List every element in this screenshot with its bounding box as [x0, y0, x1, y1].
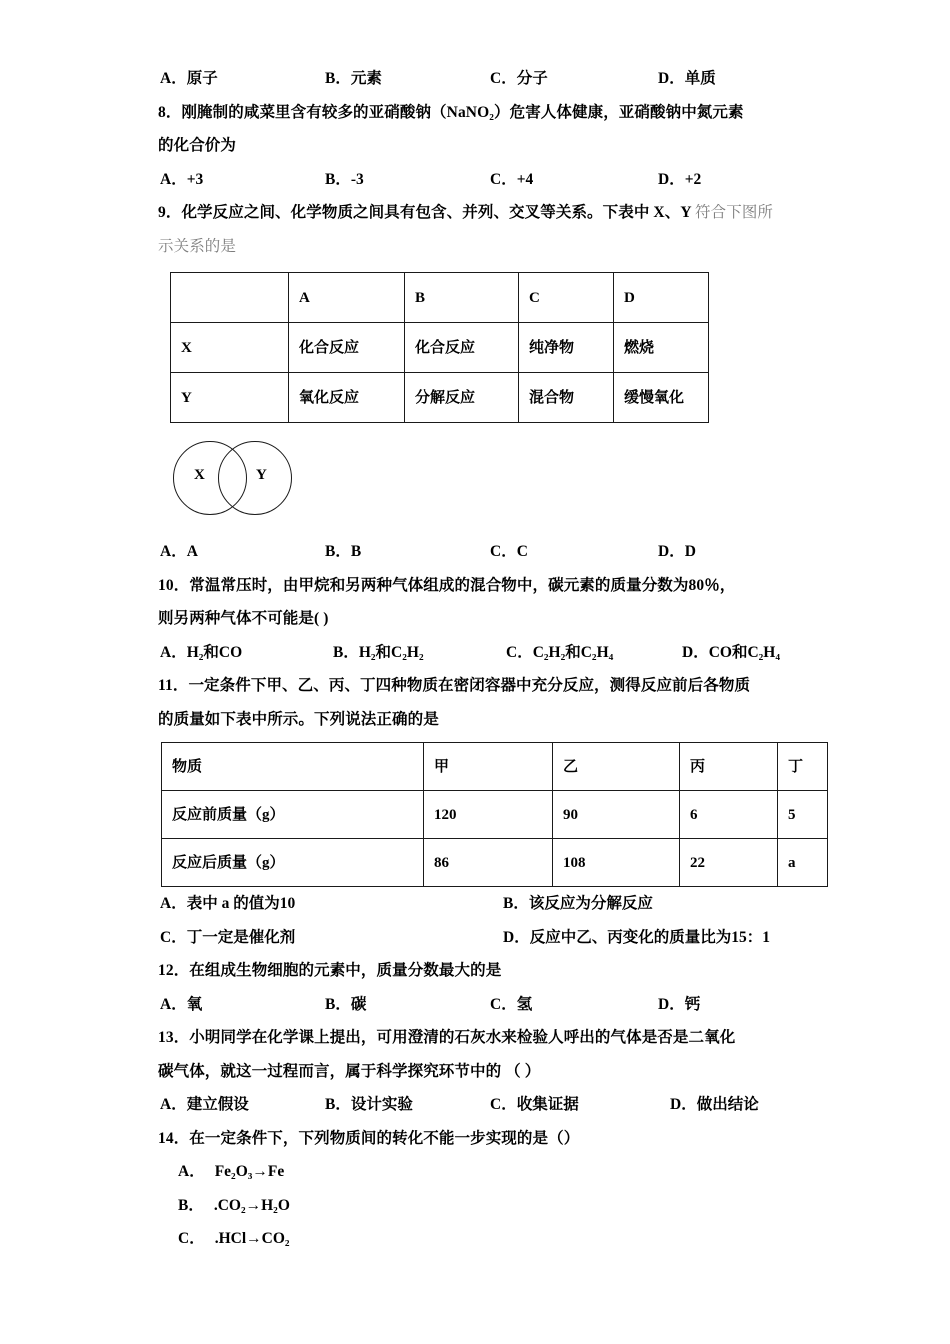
- q7-option-b[interactable]: B．元素: [325, 70, 382, 87]
- question-9-stem-line-2: 示关系的是: [158, 237, 237, 255]
- table-row: [171, 323, 709, 373]
- q8-option-b[interactable]: B．-3: [325, 170, 364, 188]
- q13-option-d[interactable]: D．做出结论: [670, 1096, 759, 1113]
- q11-header-jia: 甲: [424, 743, 553, 791]
- question-11-stem-line-2: 的质量如下表中所示。下列说法正确的是: [158, 710, 439, 728]
- q11-header-substance: 物质: [162, 743, 424, 791]
- q9-row-y-cell-d: 缓慢氧化: [614, 373, 709, 423]
- q9-header-b: B: [405, 273, 519, 323]
- q14-option-a-label: A．: [178, 1163, 205, 1180]
- table-row-header: [162, 743, 828, 791]
- q9-row-y-cell-b: 分解反应: [405, 373, 519, 423]
- q9-option-d[interactable]: D．D: [658, 543, 696, 560]
- q9-option-b[interactable]: B．B: [325, 543, 362, 560]
- q13-option-b[interactable]: B．设计实验: [325, 1096, 413, 1113]
- q11-row-after-bing: 22: [680, 839, 778, 887]
- exam-content: [158, 62, 818, 1256]
- q9-stem-soft: 符合下图所: [695, 204, 774, 221]
- q11-row-before-yi: 90: [553, 791, 680, 839]
- question-10-stem-line-1: 10．常温常压时，由甲烷和另两种气体组成的混合物中，碳元素的质量分数为80％，: [158, 576, 736, 594]
- q9-header-a: A: [289, 273, 405, 323]
- q11-row-before-ding: 5: [778, 791, 828, 839]
- q14-option-b-formula: .CO₂→H₂O: [213, 1196, 290, 1214]
- question-8-stem-line-1: 8．刚腌制的咸菜里含有较多的亚硝酸钠（NaNO₂）危害人体健康，亚硝酸钠中氮元素: [158, 103, 744, 121]
- q9-option-c[interactable]: C．C: [490, 543, 528, 560]
- question-14-option-b[interactable]: [158, 1189, 818, 1223]
- table-row: [171, 373, 709, 423]
- q9-option-a[interactable]: A．A: [160, 543, 198, 560]
- question-9-relation-table: [170, 272, 709, 423]
- venn-diagram: [170, 437, 310, 529]
- q13-option-a[interactable]: A．建立假设: [160, 1096, 249, 1113]
- q8-option-d[interactable]: D．+2: [658, 170, 702, 188]
- q9-row-y-cell-a: 氧化反应: [289, 373, 405, 423]
- q10-option-a[interactable]: A．H₂和CO: [160, 643, 243, 661]
- question-8-options: [158, 163, 818, 197]
- q14-option-c-formula: .HCl→CO₂: [214, 1230, 290, 1247]
- q9-row-y-label: Y: [171, 373, 289, 423]
- venn-circle-y-icon: [218, 441, 292, 515]
- q8-option-a[interactable]: A．+3: [160, 170, 204, 188]
- venn-label-x: X: [194, 467, 205, 483]
- question-11-options-row-2: [158, 921, 818, 955]
- q11-option-c[interactable]: C．丁一定是催化剂: [160, 928, 296, 946]
- q9-row-x-cell-b: 化合反应: [405, 323, 519, 373]
- q10-option-b[interactable]: B．H₂和C₂H₂: [333, 643, 424, 661]
- question-13-stem-line-2: 碳气体，就这一过程而言，属于科学探究环节中的 （ ）: [158, 1062, 541, 1080]
- q11-row-after-yi: 108: [553, 839, 680, 887]
- q9-header-blank: [171, 273, 289, 323]
- q7-option-d[interactable]: D．单质: [658, 70, 716, 87]
- venn-label-y: Y: [256, 467, 267, 483]
- q12-option-b[interactable]: B．碳: [325, 995, 367, 1013]
- q9-row-x-label: X: [171, 323, 289, 373]
- q11-row-before-bing: 6: [680, 791, 778, 839]
- question-14-option-c[interactable]: [158, 1222, 818, 1256]
- q9-row-x-cell-d: 燃烧: [614, 323, 709, 373]
- question-13-stem-line-1: 13．小明同学在化学课上提出，可用澄清的石灰水来检验人呼出的气体是否是二氧化: [158, 1029, 736, 1046]
- q10-option-d[interactable]: D．CO和C₂H₄: [682, 643, 780, 661]
- q11-header-yi: 乙: [553, 743, 680, 791]
- question-7-options: [158, 62, 818, 96]
- q9-row-x-cell-a: 化合反应: [289, 323, 405, 373]
- q11-row-after-jia: 86: [424, 839, 553, 887]
- q11-header-ding: 丁: [778, 743, 828, 791]
- question-8-stem-line-2: 的化合价为: [158, 137, 237, 154]
- question-12-stem: 12．在组成生物细胞的元素中，质量分数最大的是: [158, 962, 502, 979]
- q13-option-c[interactable]: C．收集证据: [490, 1096, 579, 1113]
- q9-stem-bold: 9．化学反应之间、化学物质之间具有包含、并列、交叉等关系。下表中 X、Y: [158, 204, 696, 221]
- q12-option-c[interactable]: C．氢: [490, 995, 533, 1013]
- q11-header-bing: 丙: [680, 743, 778, 791]
- q9-header-d: D: [614, 273, 709, 323]
- question-11-mass-table: [161, 742, 828, 887]
- question-10-options: [158, 636, 818, 670]
- q9-row-y-cell-c: 混合物: [519, 373, 614, 423]
- question-11-options-row-1: [158, 887, 818, 921]
- q11-row-before-label: 反应前质量（g）: [162, 791, 424, 839]
- q9-header-c: C: [519, 273, 614, 323]
- table-row: [162, 839, 828, 887]
- q7-option-a[interactable]: A．原子: [160, 70, 218, 87]
- q14-option-c-label: C．: [178, 1230, 205, 1247]
- question-13-options: [158, 1088, 818, 1122]
- question-14-stem: 14．在一定条件下，下列物质间的转化不能一步实现的是（）: [158, 1129, 580, 1147]
- q11-row-before-jia: 120: [424, 791, 553, 839]
- question-9-options: [158, 535, 818, 569]
- q11-option-a[interactable]: A．表中 a 的值为10: [160, 895, 296, 912]
- table-row: [162, 791, 828, 839]
- q9-row-x-cell-c: 纯净物: [519, 323, 614, 373]
- q7-option-c[interactable]: C．分子: [490, 70, 548, 87]
- question-10-stem-line-2: 则另两种气体不可能是( ): [158, 610, 329, 627]
- question-14-option-a[interactable]: [158, 1155, 818, 1189]
- question-12-options: [158, 988, 818, 1022]
- q14-option-b-label: B．: [178, 1196, 204, 1214]
- question-11-stem-line-1: 11．一定条件下甲、乙、丙、丁四种物质在密闭容器中充分反应，测得反应前后各物质: [158, 677, 751, 694]
- q12-option-d[interactable]: D．钙: [658, 995, 701, 1013]
- q12-option-a[interactable]: A．氧: [160, 995, 203, 1013]
- q11-option-b[interactable]: B．该反应为分解反应: [503, 895, 653, 912]
- q11-option-d[interactable]: D．反应中乙、丙变化的质量比为15：1: [503, 928, 770, 946]
- q10-option-c[interactable]: C．C₂H₂和C₂H₄: [506, 643, 614, 661]
- q11-row-after-ding: a: [778, 839, 828, 887]
- q11-row-after-label: 反应后质量（g）: [162, 839, 424, 887]
- question-9-stem-line-1: [158, 196, 818, 230]
- q14-option-a-formula: Fe₂O₃→Fe: [214, 1163, 285, 1180]
- q8-option-c[interactable]: C．+4: [490, 170, 534, 188]
- table-row-header: [171, 273, 709, 323]
